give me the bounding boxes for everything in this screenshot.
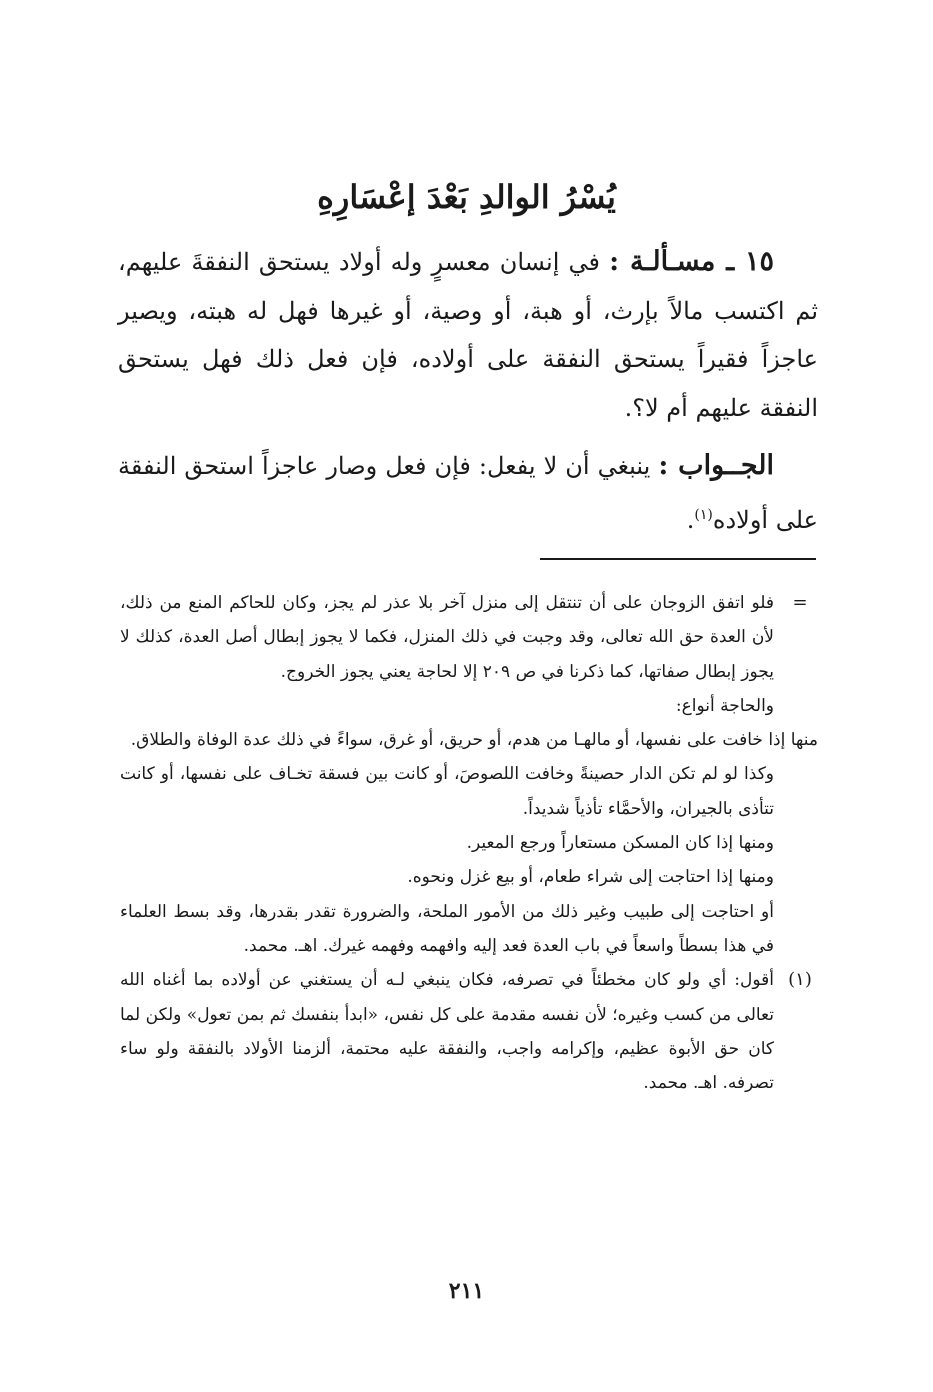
page-number: ٢١١	[448, 1278, 485, 1304]
answer-text: ينبغي أن لا يفعل: فإن فعل وصار عاجزاً استحق النفقة على أولاده	[118, 452, 818, 534]
footnote-1-text: أقول: أي ولو كان مخطئاً في تصرفه، فكان ينبغي لـه أن يستغني عن أولاده بما أغناه الله تعالى من كسب وغيره؛ لأن نفسه مقدمة على كل نفس، «ابدأ بنفسك ثم بمن تعول» ولكن لما كان حق الأبوة عظيم، وإكرامه واجب، والنفقة عليه محتمة، ألزمنا الأولاد بالنفقة ولو ساء تصرفه. اهـ. محمد.	[120, 970, 774, 1094]
question-paragraph	[118, 238, 818, 432]
footnote-divider	[540, 558, 816, 560]
continuation-first-paragraph: فلو اتفق الزوجان على أن تنتقل إلى منزل آخر بلا عذر لم يجز، وكان للحاكم المنع من ذلك، لأن العدة حق الله تعالى، وقد وجبت في ذلك المنزل، فكما لا يجوز إبطال أصل العدة، كذلك لا يجوز إبطال صفاتها، كما ذكرنا في ص ٢٠٩ إلا لحاجة يعني يجوز الخروج.	[120, 593, 774, 682]
footnote-1-marker: (١)	[788, 969, 812, 991]
question-text: في إنسان معسرٍ وله أولاد يستحق النفقةَ عليهم، ثم اكتسب مالاً بإرث، أو هبة، أو وصية، أو غيرها فهل له هبته، ويصير عاجزاً فقيراً يستحق النفقة على أولاده، فإن فعل ذلك فهل يستحق النفقة عليهم أم لا؟.	[118, 248, 818, 422]
continuation-line: وكذا لو لم تكن الدار حصينةً وخافت اللصوصَ، أو كانت بين فسقة تخـاف على نفسها، أو كانت تتأذى بالجيران، والأحمَّاء تأذياً شديداً.	[120, 764, 774, 819]
continuation-line: ومنها إذا احتاجت إلى شراء طعام، أو بيع غزل ونحوه.	[407, 867, 774, 888]
continuation-marker: =	[792, 592, 808, 613]
footnote-continuation	[120, 586, 818, 963]
question-lead: ١٥ ـ مسـألـة :	[609, 246, 775, 277]
main-text	[118, 238, 818, 544]
answer-lead: الجــواب :	[658, 450, 774, 481]
chapter-heading: يُسْرُ الوالدِ بَعْدَ إعْسَارِهِ	[317, 178, 616, 216]
continuation-line: والحاجة أنواع:	[675, 695, 774, 716]
footnote-1	[120, 963, 818, 1100]
continuation-line: ومنها إذا كان المسكن مستعاراً ورجع المعير.	[466, 833, 774, 854]
answer-paragraph	[118, 442, 818, 544]
footnote-ref: (١)	[694, 506, 713, 523]
footnotes	[120, 586, 818, 1100]
continuation-line: منها إذا خافت على نفسها، أو مالهـا من هدم، أو حريق، أو غرق، سواءً في ذلك عدة الوفاة والطلاق.	[130, 730, 818, 751]
answer-end: .	[686, 505, 695, 534]
continuation-line: أو احتاجت إلى طبيب وغير ذلك من الأمور الملحة، والضرورة تقدر بقدرها، وقد بسط العلماء في هذا بسطاً واسعاً في باب العدة فعد إليه وافهمه وفهمه غيرك. اهـ. محمد.	[120, 901, 774, 956]
